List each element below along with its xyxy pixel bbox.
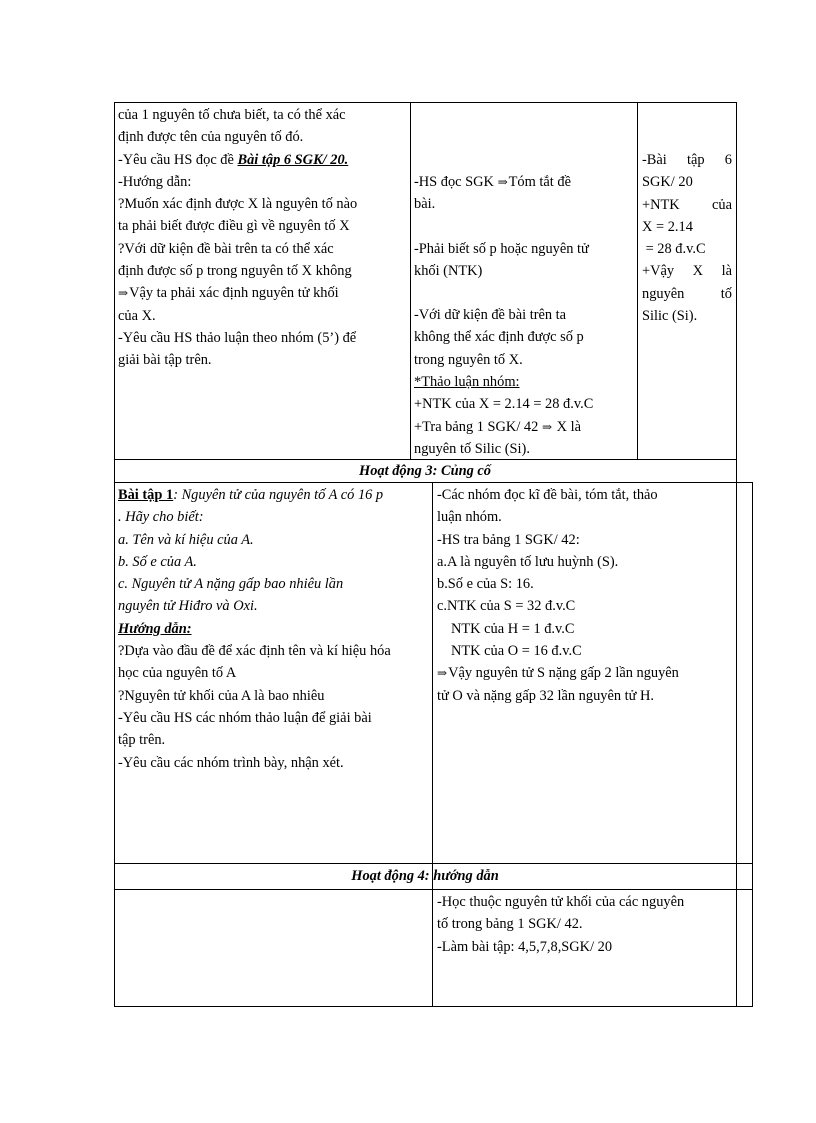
guidance-line: ?Nguyên tử khối của A là bao nhiêu	[118, 687, 325, 704]
activity4-band-top	[114, 863, 753, 864]
teacher-line: định được tên của nguyên tố đó.	[118, 129, 304, 146]
exercise-line: c. Nguyên tử A nặng gấp bao nhiêu lần	[118, 576, 344, 593]
group-discussion-heading: *Thảo luận nhóm:	[414, 374, 520, 391]
student-line: -HS đọc SGK ⇒ Tóm tắt đề	[414, 171, 630, 193]
student-line: -Phải biết số p hoặc nguyên tử	[414, 240, 589, 257]
answer-line: c.NTK của S = 32 đ.v.C	[437, 598, 576, 615]
student-line: khối (NTK)	[414, 262, 483, 279]
notes-line: nguyên tố	[642, 285, 732, 302]
activity3-teacher-cell	[118, 484, 426, 774]
exercise-reference: Bài tập 6 SGK/ 20.	[237, 151, 349, 168]
table-right-border	[736, 102, 737, 1006]
teacher-line: ?Với dữ kiện đề bài trên ta có thể xác	[118, 240, 334, 257]
teacher-line: định được số p trong nguyên tố X không	[118, 263, 352, 280]
double-arrow-icon: ⇒	[541, 419, 551, 434]
student-line: nguyên tố Silic (Si).	[414, 440, 530, 457]
teacher-activity-cell	[118, 104, 404, 372]
teacher-line: ⇒ Vậy ta phải xác định nguyên tử khối	[118, 282, 404, 304]
answer-line: tử O và nặng gấp 32 lần nguyên tử H.	[437, 687, 655, 704]
notes-line: -Bài tập 6	[642, 152, 732, 168]
activity3-title: Hoạt động 3: Củng cố	[359, 463, 491, 479]
notes-line: Silic (Si).	[642, 308, 698, 325]
student-activity-cell	[414, 171, 630, 460]
answer-line: NTK của O = 16 đ.v.C	[451, 643, 582, 660]
spacer	[414, 216, 630, 238]
exercise-title: Bài tập 1	[118, 487, 174, 503]
guidance-line: học của nguyên tố A	[118, 665, 237, 682]
section1-col-divider-2	[637, 102, 638, 459]
activity4-title: Hoạt động 4: hướng dẫn	[351, 868, 499, 884]
teacher-line: -Yêu cầu HS thảo luận theo nhóm (5’) để	[118, 329, 357, 346]
answer-line: -HS tra bảng 1 SGK/ 42:	[437, 531, 580, 548]
notes-line: +NTK của	[642, 196, 732, 213]
homework-line: -Làm bài tập: 4,5,7,8,SGK/ 20	[437, 938, 613, 955]
teacher-line: ta phải biết được điều gì về nguyên tố X	[118, 218, 350, 235]
student-line: +NTK của X = 2.14 = 28 đ.v.C	[414, 396, 594, 413]
activity3-band-bottom	[114, 482, 753, 483]
teacher-line: giải bài tập trên.	[118, 352, 212, 369]
guidance-line: ?Dựa vào đầu đề để xác định tên và kí hiệu hóa	[118, 643, 391, 660]
teacher-line: -Yêu cầu HS đọc đề Bài tập 6 SGK/ 20.	[118, 151, 349, 168]
teacher-line: của 1 nguyên tố chưa biết, ta có thể xác	[118, 107, 346, 123]
student-line: -Với dữ kiện đề bài trên ta	[414, 307, 567, 324]
notes-cell	[642, 149, 732, 327]
exercise-line: nguyên tử Hiđro và Oxi.	[118, 598, 258, 615]
guidance-heading: Hướng dẫn:	[118, 620, 192, 637]
notes-line: +Vậy X là	[642, 263, 732, 280]
table-outer-right-border	[752, 482, 753, 1006]
student-line: +Tra bảng 1 SGK/ 42 ⇒ X là	[414, 416, 630, 438]
activity3-student-cell	[437, 484, 731, 707]
teacher-line: của X.	[118, 307, 156, 324]
answer-line: luận nhóm.	[437, 509, 502, 526]
student-line: không thể xác định được số p	[414, 329, 584, 346]
teacher-line: -Hướng dẫn:	[118, 173, 192, 190]
exercise-line: . Hãy cho biết:	[118, 509, 204, 526]
activity4-band-bottom	[114, 889, 753, 890]
double-arrow-icon: ⇒	[497, 175, 507, 189]
guidance-line: tập trên.	[118, 732, 166, 749]
activity3-col-divider	[432, 482, 433, 1006]
double-arrow-icon: ⇒	[118, 286, 128, 301]
exercise-line: b. Số e của A.	[118, 553, 197, 570]
table-top-border	[114, 102, 737, 103]
spacer	[414, 282, 630, 304]
table-bottom-border	[114, 1006, 753, 1007]
answer-line: a.A là nguyên tố lưu huỳnh (S).	[437, 553, 619, 570]
student-line: bài.	[414, 196, 436, 213]
guidance-line: -Yêu cầu HS các nhóm thảo luận để giải bài	[118, 709, 372, 726]
notes-line: = 28 đ.v.C	[642, 241, 706, 258]
student-line: trong nguyên tố X.	[414, 351, 523, 368]
section1-col-divider-1	[410, 102, 411, 459]
notes-line: X = 2.14	[642, 218, 693, 235]
activity4-homework-cell	[437, 891, 731, 958]
exercise-line: a. Tên và kí hiệu của A.	[118, 531, 254, 548]
notes-line: SGK/ 20	[642, 174, 693, 191]
answer-line: -Các nhóm đọc kĩ đề bài, tóm tắt, thảo	[437, 487, 658, 503]
homework-line: -Học thuộc nguyên tử khối của các nguyên	[437, 894, 685, 910]
homework-line: tố trong bảng 1 SGK/ 42.	[437, 916, 583, 933]
answer-line: ⇒ Vậy nguyên tử S nặng gấp 2 lần nguyên	[437, 662, 731, 684]
answer-line: NTK của H = 1 đ.v.C	[451, 620, 575, 637]
double-arrow-icon: ⇒	[437, 666, 447, 681]
guidance-line: -Yêu cầu các nhóm trình bày, nhận xét.	[118, 754, 344, 771]
teacher-line: ?Muốn xác định được X là nguyên tố nào	[118, 196, 358, 213]
answer-line: b.Số e của S: 16.	[437, 576, 534, 593]
exercise-line: Bài tập 1: Nguyên tử của nguyên tố A có 16 p	[118, 487, 384, 503]
